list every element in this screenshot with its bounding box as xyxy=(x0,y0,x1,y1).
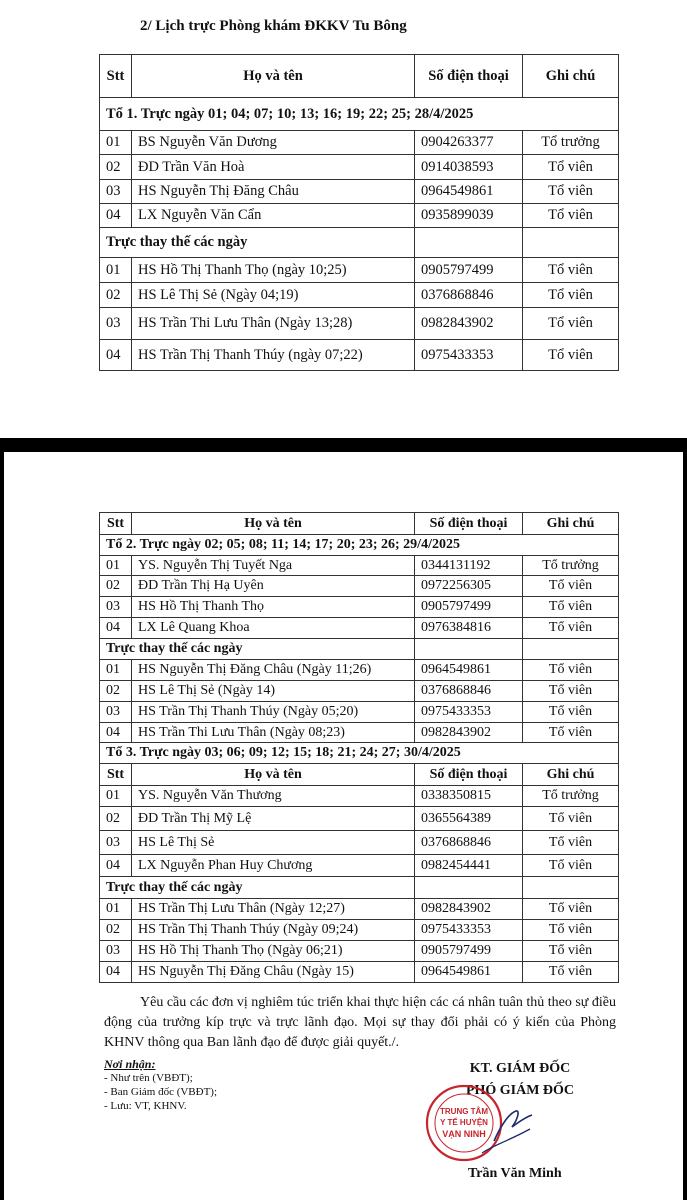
signature-stroke xyxy=(482,1129,530,1153)
table-row xyxy=(100,681,619,702)
cell-name: HS Trần Thi Lưu Thân (Ngày 08;23) xyxy=(132,723,415,743)
table-row xyxy=(100,204,619,228)
cell-phone: 0376868846 xyxy=(415,831,523,855)
cell-phone: 0964549861 xyxy=(415,180,523,204)
cell-stt: 03 xyxy=(100,597,132,618)
col-stt: Stt xyxy=(100,513,132,535)
cell-name: YS. Nguyễn Thị Tuyết Nga xyxy=(132,556,415,576)
cell-note: Tổ viên xyxy=(523,920,619,941)
cell-note: Tổ viên xyxy=(523,340,619,371)
table-row xyxy=(100,660,619,681)
page-separator xyxy=(0,438,687,452)
signature-title-2: PHÓ GIÁM ĐỐC xyxy=(465,1083,575,1098)
cell-phone: 0904263377 xyxy=(415,131,523,155)
cell-phone: 0905797499 xyxy=(415,941,523,962)
header-row xyxy=(100,513,619,535)
page-edge-left xyxy=(0,452,4,1200)
cell-name: HS Hồ Thị Thanh Thọ (ngày 10;25) xyxy=(132,258,415,283)
col-note: Ghi chú xyxy=(523,55,619,98)
group-title: Tổ 3. Trực ngày 03; 06; 09; 12; 15; 18; 21; 24; 27; 30/4/2025 xyxy=(100,743,619,764)
cell-note: Tổ viên xyxy=(523,723,619,743)
table-row xyxy=(100,831,619,855)
cell-name: HS Hồ Thị Thanh Thọ xyxy=(132,597,415,618)
cell-stt: 03 xyxy=(100,941,132,962)
cell-stt: 01 xyxy=(100,660,132,681)
cell-note: Tổ viên xyxy=(523,807,619,831)
signer-name: Trần Văn Minh xyxy=(468,1166,562,1181)
cell-stt: 04 xyxy=(100,204,132,228)
cell-name: HS Trần Thị Thanh Thúy (Ngày 05;20) xyxy=(132,702,415,723)
cell-name: HS Lê Thị Sẻ xyxy=(132,831,415,855)
header-row xyxy=(100,764,619,786)
cell-name: BS Nguyễn Văn Dương xyxy=(132,131,415,155)
cell-note: Tổ viên xyxy=(523,855,619,877)
official-seal xyxy=(424,1083,534,1163)
table-row xyxy=(100,556,619,576)
cell-note: Tổ viên xyxy=(523,155,619,180)
cell-phone: 0344131192 xyxy=(415,556,523,576)
cell-stt: 04 xyxy=(100,340,132,371)
cell-name: HS Nguyễn Thị Đăng Châu xyxy=(132,180,415,204)
cell-name: HS Trần Thị Thanh Thúy (ngày 07;22) xyxy=(132,340,415,371)
recipients-block xyxy=(104,1057,217,1113)
table-row xyxy=(100,786,619,807)
cell-name: HS Trần Thị Lưu Thân (Ngày 12;27) xyxy=(132,899,415,920)
cell-stt: 03 xyxy=(100,308,132,340)
cell-stt: 03 xyxy=(100,831,132,855)
page-edge-right xyxy=(683,452,687,1200)
col-stt: Stt xyxy=(100,55,132,98)
col-stt: Stt xyxy=(100,764,132,786)
table-row xyxy=(100,576,619,597)
request-text: Yêu cầu các đơn vị nghiêm túc triển khai thực hiện các cá nhân tuân thủ theo sự điều động của trưởng kíp trực và trực lãnh đạo. Mọi sự thay đổi phải có ý kiến của Phòng KHNV thông qua Ban lãnh đạo để được giải quyết./. xyxy=(104,995,616,1050)
cell-name: LX Nguyễn Phan Huy Chương xyxy=(132,855,415,877)
col-phone: Số điện thoại xyxy=(415,764,523,786)
seal-line-1: TRUNG TÂM xyxy=(440,1107,488,1116)
cell-name: HS Nguyễn Thị Đăng Châu (Ngày 15) xyxy=(132,962,415,983)
cell-stt: 02 xyxy=(100,920,132,941)
cell-note: Tổ viên xyxy=(523,204,619,228)
cell-note: Tổ viên xyxy=(523,597,619,618)
cell-phone: 0914038593 xyxy=(415,155,523,180)
cell-phone: 0964549861 xyxy=(415,962,523,983)
cell-stt: 02 xyxy=(100,576,132,597)
table-row xyxy=(100,308,619,340)
cell-phone: 0982843902 xyxy=(415,899,523,920)
cell-note: Tổ viên xyxy=(523,962,619,983)
table-row xyxy=(100,702,619,723)
recipient-item: - Như trên (VBĐT); xyxy=(104,1072,193,1084)
cell-stt: 04 xyxy=(100,962,132,983)
table-row xyxy=(100,962,619,983)
empty-cell xyxy=(523,639,619,660)
cell-stt: 04 xyxy=(100,723,132,743)
recipient-item: - Ban Giám đốc (VBĐT); xyxy=(104,1086,218,1098)
cell-stt: 01 xyxy=(100,258,132,283)
cell-note: Tổ viên xyxy=(523,258,619,283)
seal-line-3: VẠN NINH xyxy=(442,1129,486,1139)
cell-note: Tổ viên xyxy=(523,702,619,723)
cell-note: Tổ viên xyxy=(523,283,619,308)
cell-note: Tổ viên xyxy=(523,308,619,340)
cell-phone: 0975433353 xyxy=(415,702,523,723)
table-row xyxy=(100,131,619,155)
cell-name: ĐD Trần Thị Hạ Uyên xyxy=(132,576,415,597)
cell-note: Tổ viên xyxy=(523,180,619,204)
col-phone: Số điện thoại xyxy=(415,513,523,535)
table-row xyxy=(100,180,619,204)
cell-name: HS Trần Thị Thanh Thúy (Ngày 09;24) xyxy=(132,920,415,941)
table-row xyxy=(100,597,619,618)
col-phone: Số điện thoại xyxy=(415,55,523,98)
cell-note: Tổ viên xyxy=(523,681,619,702)
schedule-table-1 xyxy=(99,54,619,371)
table-row xyxy=(100,855,619,877)
group-title-row xyxy=(100,98,619,131)
cell-name: LX Nguyễn Văn Cẩn xyxy=(132,204,415,228)
header-row xyxy=(100,55,619,98)
cell-stt: 01 xyxy=(100,556,132,576)
empty-cell xyxy=(523,877,619,899)
cell-name: YS. Nguyễn Văn Thương xyxy=(132,786,415,807)
cell-note: Tổ viên xyxy=(523,618,619,639)
recipients-title: Nơi nhận: xyxy=(104,1057,156,1071)
cell-stt: 04 xyxy=(100,618,132,639)
table-row xyxy=(100,618,619,639)
sub-title-row xyxy=(100,877,619,899)
cell-phone: 0976384816 xyxy=(415,618,523,639)
empty-cell xyxy=(415,639,523,660)
cell-phone: 0975433353 xyxy=(415,920,523,941)
signature-title-1: KT. GIÁM ĐỐC xyxy=(469,1061,571,1076)
group-title: Tổ 1. Trực ngày 01; 04; 07; 10; 13; 16; 19; 22; 25; 28/4/2025 xyxy=(100,98,619,131)
cell-phone: 0905797499 xyxy=(415,258,523,283)
cell-phone: 0905797499 xyxy=(415,597,523,618)
cell-note: Tổ viên xyxy=(523,831,619,855)
cell-note: Tổ viên xyxy=(523,576,619,597)
sub-title-row xyxy=(100,639,619,660)
cell-phone: 0376868846 xyxy=(415,681,523,702)
cell-stt: 03 xyxy=(100,702,132,723)
cell-name: HS Trần Thi Lưu Thân (Ngày 13;28) xyxy=(132,308,415,340)
cell-note: Tổ trưởng xyxy=(523,786,619,807)
table-row xyxy=(100,723,619,743)
cell-name: HS Lê Thị Sẻ (Ngày 04;19) xyxy=(132,283,415,308)
table-row xyxy=(100,283,619,308)
cell-name: ĐD Trần Thị Mỹ Lệ xyxy=(132,807,415,831)
cell-phone: 0376868846 xyxy=(415,283,523,308)
cell-name: HS Nguyễn Thị Đăng Châu (Ngày 11;26) xyxy=(132,660,415,681)
cell-stt: 01 xyxy=(100,131,132,155)
table-row xyxy=(100,807,619,831)
sub-title: Trực thay thế các ngày xyxy=(100,877,415,899)
cell-note: Tổ trưởng xyxy=(523,556,619,576)
cell-phone: 0365564389 xyxy=(415,807,523,831)
cell-name: HS Hồ Thị Thanh Thọ (Ngày 06;21) xyxy=(132,941,415,962)
group-title: Tổ 2. Trực ngày 02; 05; 08; 11; 14; 17; 20; 23; 26; 29/4/2025 xyxy=(100,535,619,556)
table-row xyxy=(100,340,619,371)
col-name: Họ và tên xyxy=(132,513,415,535)
col-note: Ghi chú xyxy=(523,513,619,535)
cell-phone: 0982454441 xyxy=(415,855,523,877)
cell-stt: 01 xyxy=(100,899,132,920)
cell-stt: 02 xyxy=(100,681,132,702)
cell-phone: 0982843902 xyxy=(415,723,523,743)
cell-stt: 01 xyxy=(100,786,132,807)
request-paragraph xyxy=(104,993,616,1053)
empty-cell xyxy=(415,877,523,899)
cell-note: Tổ viên xyxy=(523,941,619,962)
empty-cell xyxy=(523,228,619,258)
cell-stt: 03 xyxy=(100,180,132,204)
cell-stt: 02 xyxy=(100,283,132,308)
cell-stt: 02 xyxy=(100,155,132,180)
cell-phone: 0935899039 xyxy=(415,204,523,228)
cell-phone: 0982843902 xyxy=(415,308,523,340)
cell-name: HS Lê Thị Sẻ (Ngày 14) xyxy=(132,681,415,702)
table-row xyxy=(100,920,619,941)
table-row xyxy=(100,258,619,283)
cell-phone: 0964549861 xyxy=(415,660,523,681)
cell-stt: 04 xyxy=(100,855,132,877)
col-name: Họ và tên xyxy=(132,55,415,98)
table-row xyxy=(100,155,619,180)
cell-name: ĐD Trần Văn Hoà xyxy=(132,155,415,180)
cell-phone: 0975433353 xyxy=(415,340,523,371)
table-row xyxy=(100,941,619,962)
group-title-row xyxy=(100,535,619,556)
cell-phone: 0972256305 xyxy=(415,576,523,597)
sub-title: Trực thay thế các ngày xyxy=(100,228,415,258)
table-row xyxy=(100,899,619,920)
col-name: Họ và tên xyxy=(132,764,415,786)
cell-name: LX Lê Quang Khoa xyxy=(132,618,415,639)
recipient-item: - Lưu: VT, KHNV. xyxy=(104,1100,187,1112)
cell-note: Tổ trưởng xyxy=(523,131,619,155)
section-heading: 2/ Lịch trực Phòng khám ĐKKV Tu Bông xyxy=(140,18,407,34)
col-note: Ghi chú xyxy=(523,764,619,786)
cell-note: Tổ viên xyxy=(523,660,619,681)
group-title-row xyxy=(100,743,619,764)
cell-phone: 0338350815 xyxy=(415,786,523,807)
schedule-table-2 xyxy=(99,512,619,983)
sub-title: Trực thay thế các ngày xyxy=(100,639,415,660)
seal-line-2: Y TẾ HUYỆN xyxy=(440,1118,488,1127)
empty-cell xyxy=(415,228,523,258)
sub-title-row xyxy=(100,228,619,258)
cell-stt: 02 xyxy=(100,807,132,831)
cell-note: Tổ viên xyxy=(523,899,619,920)
